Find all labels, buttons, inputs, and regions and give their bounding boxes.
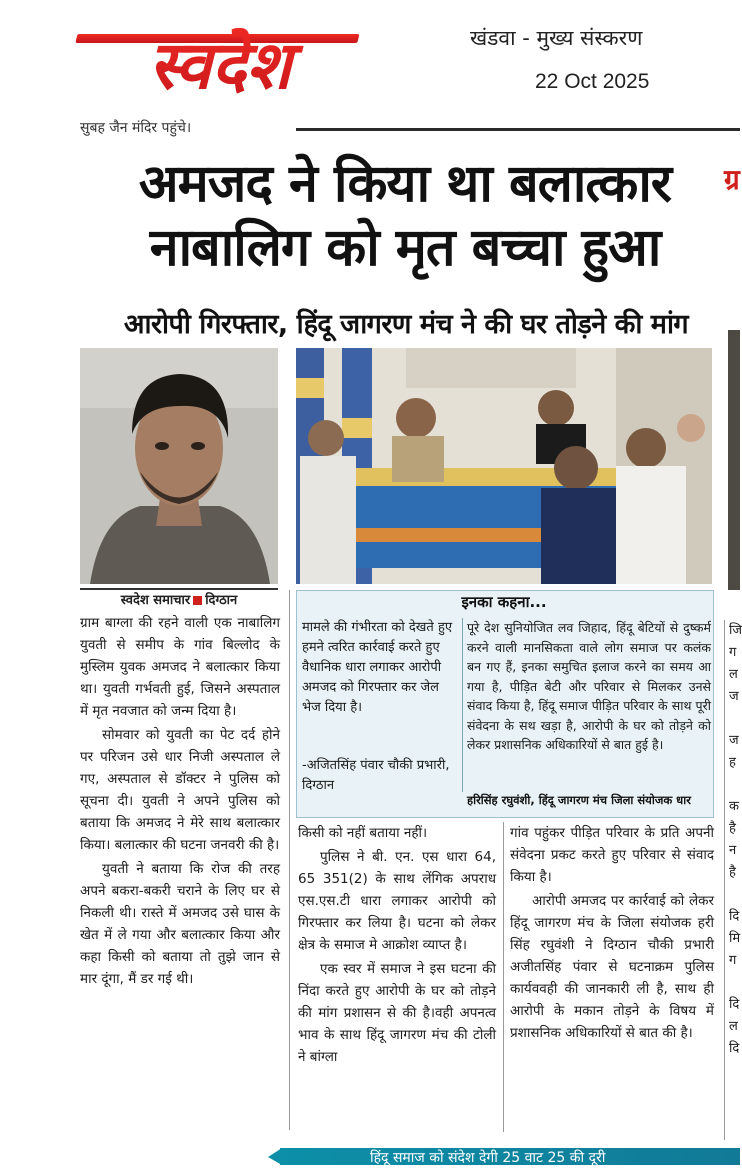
edition-date: 22 Oct 2025 — [535, 70, 650, 93]
organizer-quote: पूरे देश सुनियोजित लव जिहाद, हिंदू बेटियों से दुष्कर्म करने वाली मानसिकता वाले लोग समाज पर कलंक बन गए हैं, इनका समुचित इलाज करने का समय आ गया है, पीड़ित बेटी और परिवार से मिलकर उनसे संवाद किया है, हिंदू समाज पीड़ित परिवार के साथ पूरी संवेदना के सथ खड़ा है, आरोपी के घर को तोड़ने को लेकर प्रशासनिक अधिकारियों से बात हुई है। — [467, 620, 711, 752]
police-quote-attribution: -अजितसिंह पंवार चौकी प्रभारी, दिग्ठान — [302, 758, 450, 793]
adjacent-text-fragment: है — [729, 865, 736, 880]
adjacent-photo-edge — [728, 330, 740, 590]
adjacent-text-fragment — [725, 708, 741, 730]
organizer-quote-attribution: हरिसिंह रघुवंशी, हिंदू जागरण मंच जिला संयोजक धार — [467, 793, 691, 807]
headline-line-1: अमजद ने किया था बलात्कार — [138, 154, 672, 214]
next-article-headline-band: हिंदू समाज को संदेश देगी 25 वाट 25 की दूरी — [280, 1148, 740, 1165]
article-paragraph: पुलिस ने बी. एन. एस धारा 64, 65 351(2) के साथ लेंगिक अपराध एस.एस.टी धारा लगाकर आरोपी को गिरफ्तार कर लिया है। घटना को लेकर क्षेत्र के समाज मे आक्रोश व्याप्त है। — [298, 849, 496, 953]
adjacent-text-fragment: ग — [729, 953, 737, 968]
quotes-title: इनका कहना... — [461, 593, 547, 611]
adjacent-text-fragment: जि — [729, 623, 742, 638]
adjacent-headline-fragment: ग्र — [724, 163, 740, 196]
column-separator — [503, 822, 504, 1132]
adjacent-text-fragment: ल — [729, 667, 738, 682]
article-paragraph: सोमवार को युवती का पेट दर्द होने पर परिजन उसे धार निजी अस्पताल ले गए, अस्पताल से डॉक्टर ने पुलिस को सूचना दी। युवती ने अपने पुलिस को बताया कि अमजद ने मेरे साथ बलात्कार किया। बलात्कार की घटना जनवरी की है। — [80, 727, 280, 853]
svg-text:स्वदेश: स्वदेश — [148, 27, 292, 104]
subheadline: आरोपी गिरफ्तार, हिंदू जागरण मंच ने की घर तोड़ने की मांग — [123, 309, 689, 340]
article-paragraph: आरोपी अमजद पर कार्रवाई को लेकर हिंदू जागरण मंच के जिला संयोजक हरी सिंह रघुवंशी ने दिग्ठान चौकी प्रभारी अजीतसिंह पंवार से घटनाक्रम पुलिस कार्यववही की जानकारी ली है, साथ ही आरोपी के मकान तोड़ने के विषय में प्रशासनिक अधिकारियों से बात की है। — [510, 893, 714, 1041]
meeting-illustration — [296, 348, 712, 584]
adjacent-article-edge — [724, 620, 741, 1140]
adjacent-text-fragment: ज — [729, 689, 739, 704]
article-paragraph: किसी को नहीं बताया नहीं। — [298, 825, 428, 841]
adjacent-text-fragment — [725, 884, 741, 906]
byline-source: स्वदेश समाचार — [120, 593, 191, 608]
portrait-illustration — [80, 348, 278, 584]
adjacent-text-fragment: दि — [729, 997, 740, 1012]
adjacent-text-fragment: न — [729, 843, 737, 858]
newspaper-logo — [70, 8, 370, 103]
headline-line-2: नाबालिग को मृत बच्चा हुआ — [149, 218, 661, 278]
article-column-2 — [298, 822, 496, 1070]
byline — [80, 590, 278, 608]
article-paragraph: ग्राम बाग्ला की रहने वाली एक नाबालिग युवती से समीप के गांव बिल्लोद के मुस्लिम युवक अमजद ने बलात्कार किया था। युवती गर्भवती हुई, जिसने अस्पताल में मृत नवजात को जन्म दिया है। — [80, 615, 280, 719]
byline-separator-square — [193, 596, 202, 605]
article-column-3 — [510, 822, 714, 1046]
top-rule — [296, 128, 740, 131]
adjacent-text-fragment: ग — [729, 645, 737, 660]
byline-place: दिग्ठान — [205, 593, 238, 608]
column-separator — [289, 590, 290, 1130]
adjacent-text-fragment — [725, 972, 741, 994]
adjacent-text-fragment — [725, 774, 741, 796]
article-column-1 — [80, 612, 280, 992]
adjacent-text-fragment: दि — [729, 1041, 740, 1056]
previous-article-snippet: सुबह जैन मंदिर पहुंचे। — [80, 120, 192, 136]
logo-wordmark — [70, 8, 370, 103]
adjacent-text-fragment: है — [729, 821, 736, 836]
adjacent-text-fragment: ह — [729, 755, 736, 770]
police-meeting-photo — [296, 348, 712, 584]
article-paragraph: गांव पहुंकर पीड़ित परिवार के प्रति अपनी संवेदना प्रकट करते हुए परिवार से संवाद किया है। — [510, 825, 714, 885]
adjacent-text-fragment: दि — [729, 909, 740, 924]
adjacent-text-fragment: ज — [729, 733, 739, 748]
quotes-divider — [462, 618, 463, 792]
article-paragraph: युवती ने बताया कि रोज की तरह अपने बकरा-बकरी चराने के लिए घर से निकली थी। रास्ते में अमजद उसे घास के खेत में ले गया और बलात्कार किया और कहा किसी को बताया तो तुझे जान से मार दूंगा, मैं डर गई थी। — [80, 861, 280, 987]
adjacent-text-fragment: क — [729, 799, 739, 814]
adjacent-text-fragment: मि — [729, 931, 741, 946]
edition-label: खंडवा - मुख्य संस्करण — [470, 26, 643, 50]
article-paragraph: एक स्वर में समाज ने इस घटना की निंदा करते हुए आरोपी के घर को तोड़ने की मांग प्रशासन से की है।वही अपनत्व भाव के साथ हिंदू जागरण मंच की टोली ने बांग्ला — [298, 961, 496, 1065]
adjacent-text-fragment: ल — [729, 1019, 738, 1034]
accused-portrait-photo — [80, 348, 278, 584]
police-quote: मामले की गंभीरता को देखते हुए हमने त्वरित कार्रवाई करते हुए वैधानिक धारा लगाकर आरोपी अमजद को गिरफ्तार कर जेल भेज दिया है। — [302, 620, 453, 715]
